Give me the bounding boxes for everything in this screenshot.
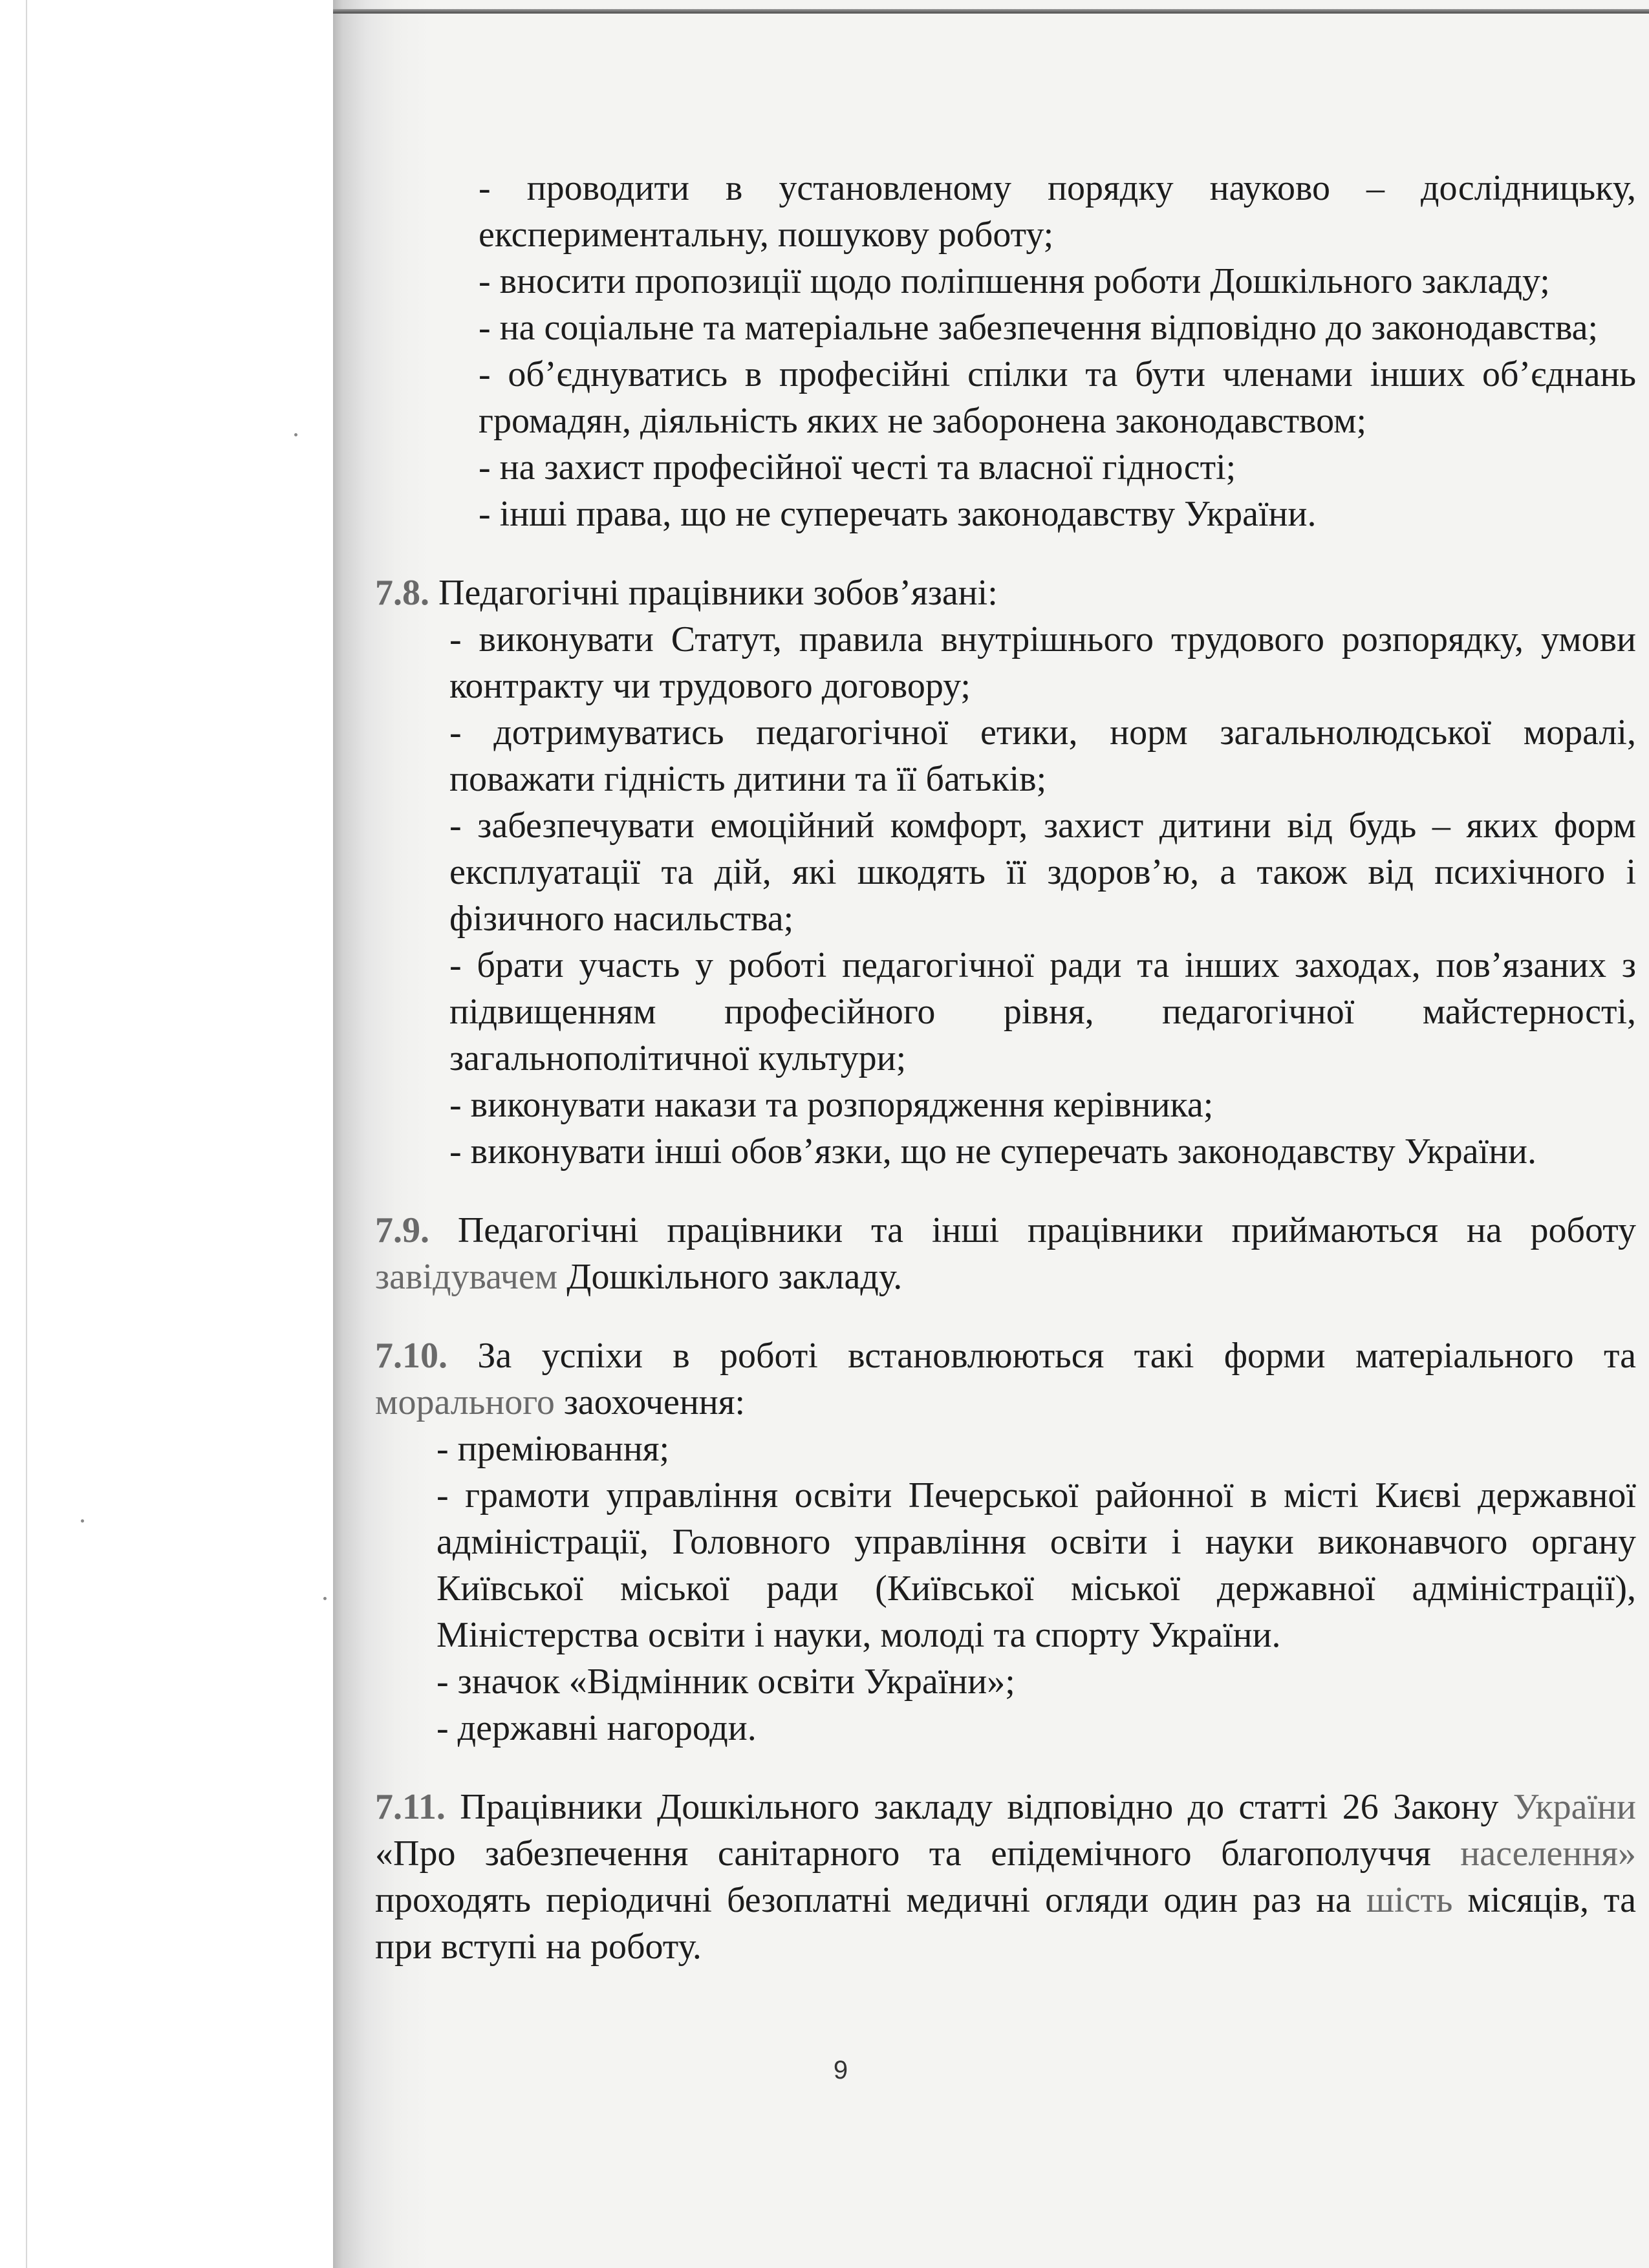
- page-number: 9: [833, 2056, 848, 2084]
- list-item: - державні нагороди.: [436, 1708, 757, 1748]
- scan-speck: [323, 1597, 327, 1600]
- section-text: «Про забезпечення санітарного та епідемічного благополуччя: [375, 1834, 1431, 1874]
- section-text: місяців, та при вступі на роботу.: [375, 1880, 1637, 1967]
- rights-list: [375, 165, 1636, 537]
- top-edge-rule: [333, 9, 1649, 14]
- scan-margin: [0, 0, 336, 2268]
- list-item: - виконувати інші обов’язки, що не суперечать законодавству України.: [449, 1131, 1537, 1171]
- document-page: [375, 165, 1636, 1970]
- list-item: - на захист професійної честі та власної гідності;: [479, 447, 1236, 487]
- section-number: 7.9.: [375, 1210, 429, 1250]
- faded-word: морального: [375, 1382, 555, 1422]
- list-item: - об’єднуватись в професійні спілки та бути членами інших об’єднань громадян, діяльність яких не заборонена законодавством;: [479, 354, 1636, 441]
- list-item: - преміювання;: [436, 1429, 670, 1469]
- section-text-rest: заохочення:: [554, 1382, 746, 1422]
- section-7-10: [375, 1332, 1636, 1426]
- section-7-9: [375, 1207, 1636, 1300]
- list-item: - інші права, що не суперечать законодавству України.: [479, 494, 1317, 534]
- list-item: - грамоти управління освіти Печерської районної в місті Києві державної адміністрації, Головного управління освіти і науки виконавчого органу Київської міської ради (Київської міської державної адміністрації), Міністерства освіти і науки, молоді та спорту України.: [436, 1475, 1636, 1655]
- list-item: - виконувати Статут, правила внутрішнього трудового розпорядку, умови контракту чи трудового договору;: [449, 619, 1636, 706]
- rewards-list: [362, 1426, 1636, 1751]
- section-number: 7.8.: [375, 573, 429, 613]
- section-text-rest: Дошкільного закладу.: [557, 1257, 903, 1297]
- list-item: - значок «Відмінник освіти України»;: [436, 1662, 1015, 1702]
- list-item: - на соціальне та матеріальне забезпечення відповідно до законодавства;: [479, 308, 1599, 348]
- section-text: За успіхи в роботі встановлюються такі форми матеріального та: [477, 1336, 1637, 1376]
- list-item: - вносити пропозиції щодо поліпшення роботи Дошкільного закладу;: [479, 261, 1550, 301]
- list-item: - проводити в установленому порядку науково – дослідницьку, експериментальну, пошукову роботу;: [479, 168, 1636, 255]
- section-7-11: [375, 1784, 1636, 1970]
- section-text: Педагогічні працівники та інші працівники приймаються на роботу: [457, 1210, 1636, 1250]
- faded-word: шість: [1366, 1880, 1453, 1920]
- faded-word: населення»: [1460, 1834, 1637, 1874]
- section-7-8-heading: [375, 570, 1636, 616]
- section-text: Працівники Дошкільного закладу відповідно до статті 26 Закону: [460, 1787, 1499, 1827]
- section-text: проходять періодичні безоплатні медичні огляди один раз на: [375, 1880, 1352, 1920]
- duties-list: [375, 616, 1636, 1175]
- scan-speck: [294, 433, 297, 436]
- scan-speck: [81, 1519, 84, 1523]
- list-item: - забезпечувати емоційний комфорт, захист дитини від будь – яких форм експлуатації та дій, які шкодять її здоров’ю, а також від психічного і фізичного насильства;: [449, 806, 1636, 939]
- section-number: 7.10.: [375, 1336, 447, 1376]
- list-item: - брати участь у роботі педагогічної ради та інших заходах, пов’язаних з підвищенням професійного рівня, педагогічної майстерності, загальнополітичної культури;: [449, 945, 1636, 1078]
- faded-word: України: [1513, 1787, 1636, 1827]
- section-lead: Педагогічні працівники зобов’язані:: [438, 573, 998, 613]
- faded-word: завідувачем: [375, 1257, 558, 1297]
- margin-rule: [26, 0, 27, 2268]
- list-item: - виконувати накази та розпорядження керівника;: [449, 1085, 1214, 1125]
- list-item: - дотримуватись педагогічної етики, норм загальнолюдської моралі, поважати гідність дитини та її батьків;: [449, 712, 1636, 799]
- section-number: 7.11.: [375, 1787, 446, 1827]
